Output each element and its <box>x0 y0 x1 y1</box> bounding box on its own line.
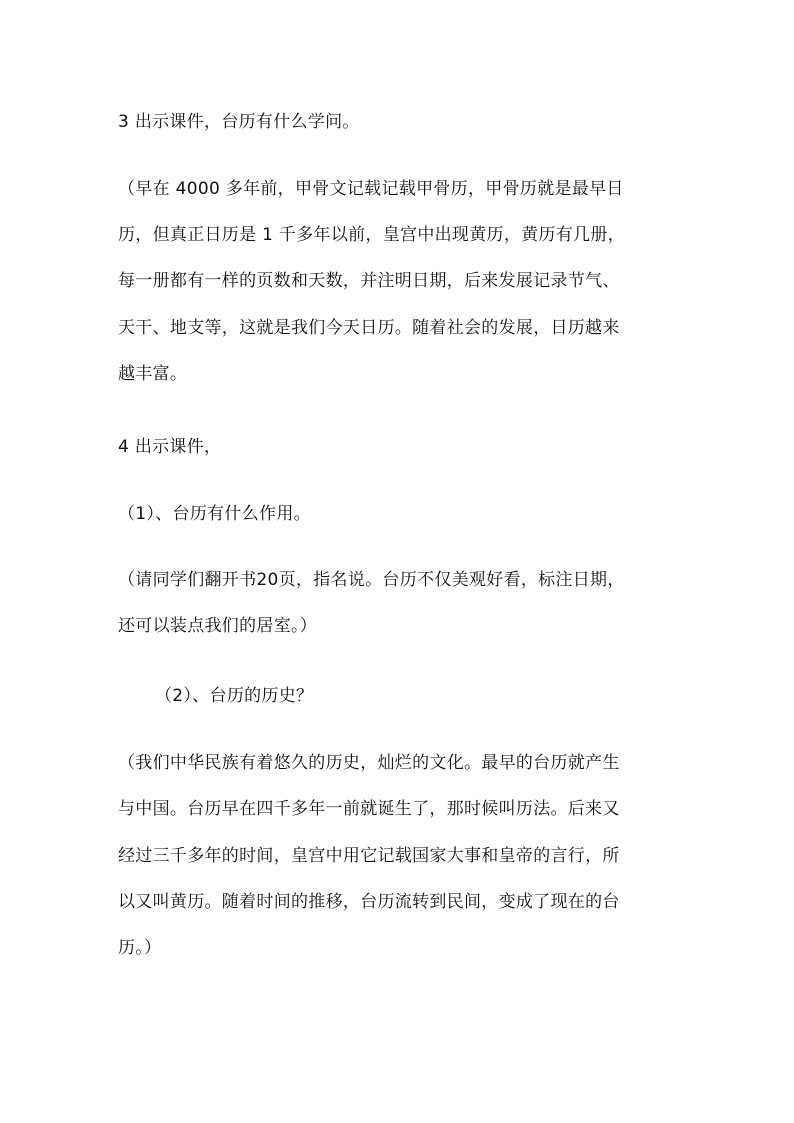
text-line: 历，但真正日历是 1 千多年以前，皇宫中出现黄历，黄历有几册， <box>118 225 625 245</box>
text-line: 经过三千多年的时间，皇宫中用它记载国家大事和皇帝的言行，所 <box>118 846 620 866</box>
text-line: 4 出示课件， <box>118 437 222 457</box>
text-line: （我们中华民族有着悠久的历史，灿烂的文化。最早的台历就产生 <box>118 753 620 773</box>
text-line: 3 出示课件，台历有什么学问。 <box>118 112 360 132</box>
text-line: 以又叫黄历。随着时间的推移，台历流转到民间，变成了现在的台 <box>118 892 620 912</box>
text-line: 越丰富。 <box>118 364 188 384</box>
text-line: 与中国。台历早在四千多年一前就诞生了，那时候叫历法。后来又 <box>118 799 620 819</box>
text-line: 历。） <box>118 938 162 958</box>
text-line: （早在 4000 多年前，甲骨文记载记载甲骨历，甲骨历就是最早日 <box>118 179 624 199</box>
text-line: 天干、地支等，这就是我们今天日历。随着社会的发展，日历越来 <box>118 318 620 338</box>
text-line: 每一册都有一样的页数和天数，并注明日期，后来发展记录节气、 <box>118 271 620 291</box>
text-line: （2）、台历的历史？ <box>155 686 314 706</box>
text-line: （请同学们翻开书20页，指名说。台历不仅美观好看，标注日期， <box>118 570 625 590</box>
text-line: （1）、台历有什么作用。 <box>118 504 311 524</box>
text-line: 还可以装点我们的居室。） <box>118 616 318 636</box>
